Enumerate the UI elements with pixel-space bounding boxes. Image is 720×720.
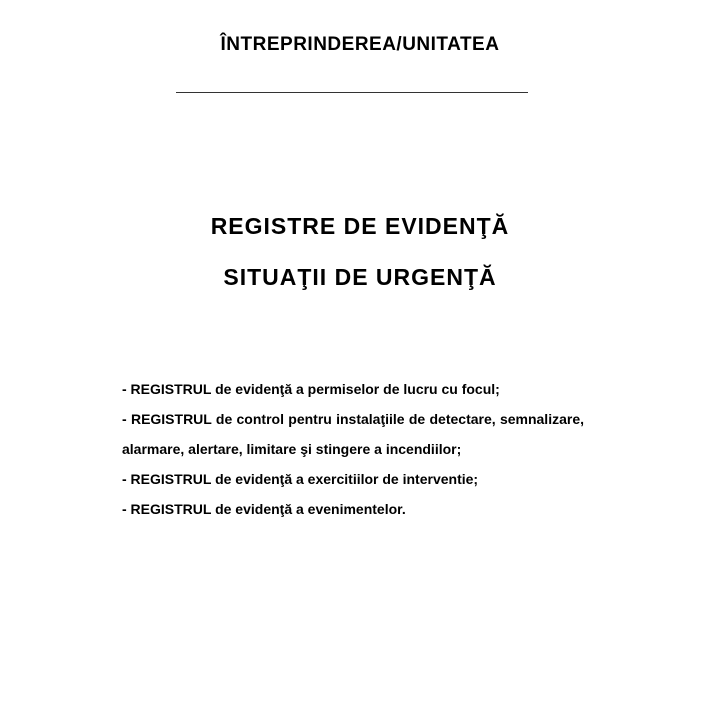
document-subtitle: SITUAŢII DE URGENŢĂ [223, 264, 497, 290]
list-item: - REGISTRUL de control pentru instalaţiile de detectare, semnalizare, alarmare, alertare, limitare şi stingere a incendiilor; [122, 411, 584, 457]
list-item: - REGISTRUL de evidenţă a exercitiilor de interventie; [122, 471, 479, 487]
document-title: REGISTRE DE EVIDENŢĂ [210, 213, 510, 239]
register-list [122, 374, 584, 524]
organization-heading: ÎNTREPRINDEREA/UNITATEA [220, 34, 500, 55]
list-item: - REGISTRUL de evidenţă a evenimentelor. [122, 501, 406, 517]
organization-fill-line [176, 92, 528, 93]
list-item: - REGISTRUL de evidenţă a permiselor de lucru cu focul; [122, 381, 500, 397]
